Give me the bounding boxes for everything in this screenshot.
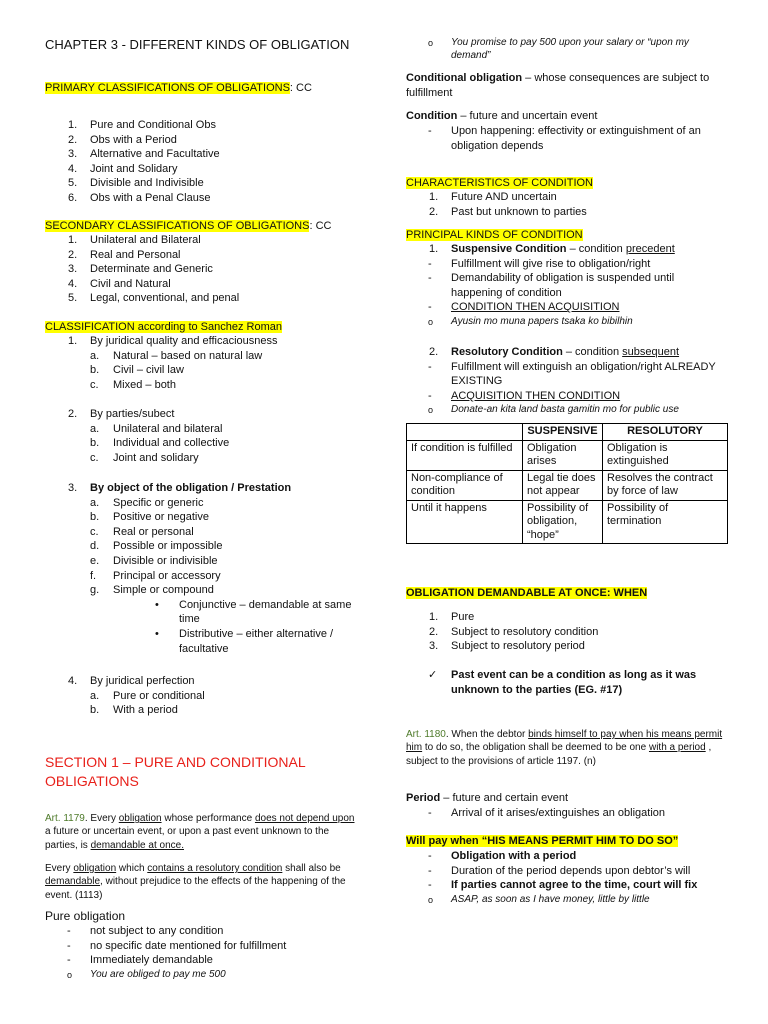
left-secondary-items-4-n: 5.	[68, 292, 78, 305]
group-4	[45, 674, 360, 718]
left-g3-t: By object of the obligation / Prestation	[90, 482, 292, 494]
table-cell: Obligation arises	[523, 440, 603, 470]
right-char-items-0-n: 1.	[429, 191, 439, 203]
right-resol-items-0-t: Fulfillment will extinguish an obligation/right ALREADY EXISTING	[451, 360, 716, 388]
left-g1-items-1-n: b.	[90, 364, 100, 377]
checkmark-icon: ✓	[428, 669, 438, 681]
left-primary-items-3-t: Joint and Solidary	[90, 162, 178, 175]
left-g2-n: 2.	[68, 408, 78, 420]
left-primary-items-1-t: Obs with a Period	[90, 133, 177, 146]
group-1	[45, 334, 360, 392]
left-secondary-items-4-t: Legal, conventional, and penal	[90, 292, 240, 305]
left-art1179-p4: does not depend upon	[254, 813, 355, 824]
secondary-heading	[45, 219, 360, 234]
demandable-heading	[406, 586, 726, 601]
left-secondary-items-0-t: Unilateral and Bilateral	[90, 234, 201, 246]
left-g1-items-2-n: c.	[90, 378, 99, 391]
right-will-pay-items-2-m: -	[428, 879, 432, 892]
table-cell: Possibility of obligation, “hope”	[523, 500, 603, 544]
right-demand-items-0-n: 1.	[429, 611, 439, 623]
left-g1-items-0-n: a.	[90, 349, 100, 362]
right-susp-items-1-m: -	[428, 272, 432, 285]
left-secondary-items-3-t: Civil and Natural	[90, 277, 171, 290]
right-will-pay-items-1-t: Duration of the period depends upon debtor’s will	[451, 864, 691, 877]
left-g1-n: 1.	[68, 335, 78, 347]
primary-heading	[45, 81, 360, 96]
right-demand-items-2-n: 3.	[429, 640, 439, 653]
right-char-items-0-t: Future AND uncertain	[451, 191, 557, 203]
right-condition-r: – future and uncertain event	[457, 110, 598, 122]
right-kinds-heading: PRINCIPAL KINDS OF CONDITION	[406, 229, 583, 241]
left-art1179-p1: . Every	[84, 813, 119, 824]
right-susp-example-t: Ayusin mo muna papers tsaka ko bibilhin	[451, 315, 633, 327]
secondary-list	[45, 233, 360, 306]
right-demand-items-1-t: Subject to resolutory condition	[451, 625, 599, 638]
right-top-example-t: You promise to pay 500 upon your salary or “upon my demand”	[451, 37, 689, 62]
left-secondary-suffix: : CC	[309, 220, 332, 232]
left-pure-items-2-t: Immediately demandable	[90, 954, 213, 967]
right-demand-items-1-n: 2.	[429, 625, 439, 638]
table-header-row	[407, 424, 728, 441]
left-primary-heading: PRIMARY CLASSIFICATIONS OF OBLIGATIONS	[45, 82, 290, 94]
table-cell: Possibility of termination	[603, 500, 728, 544]
left-pure-items-1-m: -	[67, 939, 71, 952]
left-art1179-label: Art. 1179	[45, 813, 85, 824]
right-char-items-1-t: Past but unknown to parties	[451, 205, 587, 218]
pure-obligation-list	[45, 924, 360, 982]
right-susp-n: 1.	[429, 243, 439, 255]
right-check-t: Past event can be a condition as long as it was unknown to the parties (EG. #17)	[451, 669, 697, 696]
left-secondary-items-1-n: 2.	[68, 248, 78, 261]
left-g1-items-0-t: Natural – based on natural law	[113, 349, 263, 362]
right-resol-example-m: o	[428, 405, 434, 416]
left-para2-p1: Every	[45, 863, 74, 874]
left-g2-items-2-t: Joint and solidary	[113, 451, 199, 464]
period-detail	[406, 806, 726, 821]
right-art1180-p3: to do so, the obligation shall be deemed to be one	[422, 742, 649, 754]
right-demand-items-2-t: Subject to resolutory period	[451, 640, 585, 653]
pure-obligation-heading: Pure obligation	[45, 909, 126, 923]
right-resol-under-m: -	[428, 389, 432, 402]
left-para2-p2: obligation	[73, 863, 117, 874]
left-para2-p5: shall also be	[282, 863, 341, 874]
table-cell: Resolves the contract by force of law	[603, 470, 728, 500]
left-primary-items-5-n: 6.	[68, 191, 78, 204]
right-will-pay-items-2-t: If parties cannot agree to the time, court will fix	[451, 879, 698, 892]
left-pure-items-1-t: no specific date mentioned for fulfillment	[90, 939, 287, 952]
comparison-table	[406, 423, 726, 544]
right-cond-def-b: Conditional obligation	[406, 72, 523, 84]
left-secondary-items-2-t: Determinate and Generic	[90, 263, 213, 276]
right-period-r: – future and certain event	[440, 792, 569, 804]
left-primary-items-0-n: 1.	[68, 119, 78, 131]
right-top-example-m: o	[428, 38, 434, 48]
left-art1179-p2: obligation	[118, 813, 162, 824]
will-pay-list	[406, 849, 726, 907]
left-g3-items-1-n: b.	[90, 511, 100, 524]
table-row	[407, 440, 728, 470]
right-resol-n: 2.	[429, 346, 439, 358]
left-pure-items-2-m: -	[67, 954, 71, 967]
right-resol-items-0-m: -	[428, 360, 432, 373]
left-g3-bullets-0-m: •	[155, 598, 159, 611]
table-row	[407, 500, 728, 544]
left-secondary-items-3-n: 4.	[68, 277, 78, 290]
left-g3-items-4-n: e.	[90, 554, 100, 567]
right-susp-items-1-t: Demandability of obligation is suspended until happening of condition	[451, 272, 675, 299]
right-condition-b: Condition	[406, 110, 458, 122]
left-g3-items-6-t: Simple or compound	[113, 584, 214, 597]
right-will-pay-example-t: ASAP, as soon as I have money, little by little	[451, 893, 650, 905]
left-g2-items-1-n: b.	[90, 437, 100, 450]
left-primary-items-4-t: Divisible and Indivisible	[90, 177, 204, 190]
left-g3-items-3-t: Possible or impossible	[113, 540, 223, 553]
right-susp-items-0-t: Fulfillment will give rise to obligation/right	[451, 257, 651, 270]
left-g4-n: 4.	[68, 675, 78, 687]
table-header-cell: SUSPENSIVE	[523, 424, 603, 441]
left-g3-items-0-t: Specific or generic	[113, 496, 204, 509]
left-primary-items-5-t: Obs with a Penal Clause	[90, 191, 211, 204]
left-pure-items-0-t: not subject to any condition	[90, 925, 224, 937]
left-g2-items-0-n: a.	[90, 422, 100, 435]
left-g3-items-5-t: Principal or accessory	[113, 569, 221, 582]
left-secondary-items-0-n: 1.	[68, 234, 78, 246]
left-g3-items-1-t: Positive or negative	[113, 511, 209, 524]
right-susp-u: precedent	[625, 243, 675, 255]
right-condition-item-m: -	[428, 125, 432, 137]
left-g3-items-2-t: Real or personal	[113, 525, 194, 538]
demandable-list	[406, 610, 726, 654]
resolutory-block	[406, 345, 726, 418]
right-char-items-1-n: 2.	[429, 205, 439, 218]
right-resol-u: subsequent	[622, 346, 680, 358]
left-pure-example-t: You are obliged to pay me 500	[90, 968, 226, 980]
section-title: SECTION 1 – PURE AND CONDITIONAL OBLIGATIONS	[45, 754, 306, 789]
table-cell: Obligation is extinguished	[603, 440, 728, 470]
right-resol-example-t: Donate-an kita land basta gamitin mo for public use	[451, 404, 679, 416]
left-sanchez-heading: CLASSIFICATION according to Sanchez Roman	[45, 321, 283, 333]
left-secondary-items-2-n: 3.	[68, 263, 78, 276]
left-g3-items-6-n: g.	[90, 584, 100, 597]
left-g3-bullets-1-m: •	[155, 627, 159, 640]
right-will-pay-example-m: o	[428, 894, 434, 905]
right-susp-example-m: o	[428, 316, 434, 327]
left-para2-p7: , without prejudice to the effects of the happening of the event. (1113)	[45, 876, 346, 901]
will-pay-heading	[406, 834, 726, 849]
right-susp-items-0-m: -	[428, 257, 432, 270]
resolutory-paragraph	[45, 862, 360, 902]
group-2	[45, 407, 360, 465]
kinds-heading	[406, 228, 726, 243]
left-g1-items-1-t: Civil – civil law	[113, 364, 184, 377]
left-para2-p4: contains a resolutory condition	[147, 863, 283, 874]
left-para2-p3: which	[116, 863, 148, 874]
left-secondary-items-1-t: Real and Personal	[90, 248, 181, 261]
right-will-pay-items-1-m: -	[428, 864, 432, 877]
left-primary-suffix: : CC	[289, 82, 312, 94]
left-g4-items-0-n: a.	[90, 689, 100, 702]
sanchez-heading	[45, 320, 360, 335]
left-g3-items-2-n: c.	[90, 525, 99, 538]
right-art1180-p5: , subject to the provisions of article 1197. (n)	[406, 742, 712, 767]
left-secondary-heading: SECONDARY CLASSIFICATIONS OF OBLIGATIONS	[45, 220, 310, 232]
left-g2-items-1-t: Individual and collective	[113, 437, 230, 450]
right-resol-under-t: ACQUISITION THEN CONDITION	[451, 389, 621, 402]
left-primary-items-2-t: Alternative and Facultative	[90, 148, 220, 161]
left-g3-n: 3.	[68, 482, 78, 494]
left-g2-items-2-n: c.	[90, 451, 99, 464]
right-period-b: Period	[406, 792, 441, 804]
left-art1179-p3: whose performance	[161, 813, 255, 824]
left-primary-items-3-n: 4.	[68, 162, 78, 175]
left-primary-items-1-n: 2.	[68, 133, 78, 146]
top-example	[406, 36, 726, 63]
table-cell: Legal tie does not appear	[523, 470, 603, 500]
left-para2-p6: demandable	[45, 876, 101, 888]
table-cell: Non-compliance of condition	[407, 470, 523, 500]
art-1179	[45, 812, 360, 852]
right-cond-def-r: – whose consequences are subject to fulfillment	[406, 72, 710, 99]
left-g3-items-3-n: d.	[90, 540, 100, 553]
right-will-pay-heading: Will pay when “HIS MEANS PERMIT HIM TO DO SO”	[406, 835, 679, 847]
table-cell: If condition is fulfilled	[407, 440, 523, 470]
right-resol-b: Resolutory Condition	[451, 346, 563, 358]
art-1180	[406, 728, 726, 768]
table-header-cell: RESOLUTORY	[603, 424, 728, 441]
chapter-title: CHAPTER 3 - DIFFERENT KINDS OF OBLIGATION	[45, 37, 350, 52]
left-g2-items-0-t: Unilateral and bilateral	[113, 422, 223, 435]
group-3	[45, 481, 360, 656]
table-row	[407, 470, 728, 500]
characteristics-list	[406, 190, 726, 219]
right-demand-items-0-t: Pure	[451, 611, 475, 623]
right-period-item-m: -	[428, 807, 432, 819]
left-art1179-p5: a future or uncertain event, or upon a past event unknown to the parties, is	[45, 826, 330, 851]
left-g4-items-1-n: b.	[90, 704, 100, 717]
right-resol-r: – condition	[562, 346, 623, 358]
table-cell: Until it happens	[407, 500, 523, 544]
right-susp-r: – condition	[566, 243, 626, 255]
condition-detail	[406, 124, 726, 153]
right-char-heading: CHARACTERISTICS OF CONDITION	[406, 177, 594, 189]
left-g4-items-0-t: Pure or conditional	[113, 689, 205, 702]
left-g3-items-5-n: f.	[90, 569, 97, 582]
primary-list	[45, 118, 360, 206]
right-demand-heading: OBLIGATION DEMANDABLE AT ONCE: WHEN	[406, 587, 648, 599]
left-g3-items-4-t: Divisible or indivisible	[113, 554, 218, 567]
condition-definition	[406, 109, 726, 124]
right-period-item-t: Arrival of it arises/extinguishes an obligation	[451, 807, 666, 819]
right-susp-b: Suspensive Condition	[451, 243, 567, 255]
left-g3-bullets-0-t: Conjunctive – demandable at same time	[179, 598, 352, 626]
left-primary-items-4-n: 5.	[68, 177, 78, 190]
left-g1-t: By juridical quality and efficaciousness	[90, 335, 278, 347]
left-g3-bullets-1-t: Distributive – either alternative / facultative	[179, 627, 334, 655]
left-pure-items-0-m: -	[67, 925, 71, 937]
left-pure-example-m: o	[67, 969, 73, 980]
conditional-definition	[406, 71, 726, 100]
checkmark-note	[406, 668, 726, 697]
right-susp-under-m: -	[428, 301, 432, 314]
left-art1179-p6: demandable at once.	[90, 839, 184, 851]
right-art1180-p4: with a period	[648, 742, 706, 754]
period-definition	[406, 791, 726, 806]
right-will-pay-items-0-t: Obligation with a period	[451, 850, 577, 862]
left-g2-t: By parties/subect	[90, 408, 175, 420]
table-header-cell	[407, 424, 523, 441]
left-g4-items-1-t: With a period	[113, 704, 178, 717]
right-art1180-p1: . When the debtor	[445, 729, 529, 740]
right-condition-item-t: Upon happening: effectivity or extinguishment of an obligation depends	[451, 125, 701, 152]
characteristics-heading	[406, 176, 726, 191]
left-primary-items-2-n: 3.	[68, 148, 78, 161]
left-g4-t: By juridical perfection	[90, 675, 195, 687]
suspensive-block	[406, 242, 726, 330]
right-art1180-label: Art. 1180	[406, 729, 446, 740]
right-art1180-p2: binds himself to pay when his means permit him	[406, 729, 723, 754]
right-susp-under-t: CONDITION THEN ACQUISITION	[451, 301, 620, 314]
right-will-pay-items-0-m: -	[428, 850, 432, 862]
left-primary-items-0-t: Pure and Conditional Obs	[90, 119, 216, 131]
left-g1-items-2-t: Mixed – both	[113, 378, 176, 391]
left-g3-items-0-n: a.	[90, 496, 100, 509]
